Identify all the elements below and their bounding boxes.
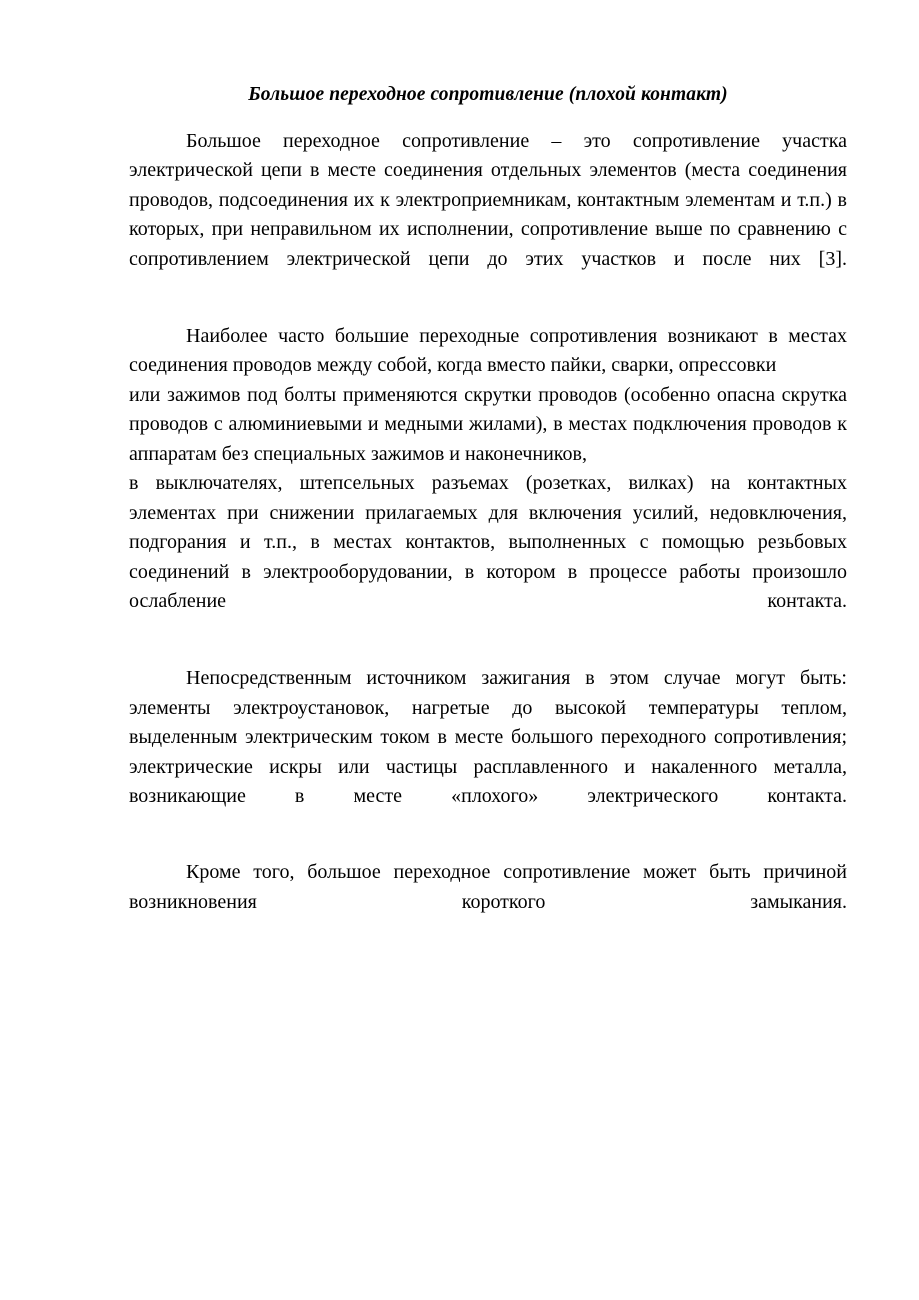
paragraph-short-circuit: Кроме того, большое переходное сопротивление может быть причиной возникновения короткого замыкания. — [129, 861, 847, 913]
paragraph-causes-line-1: Наиболее часто большие переходные сопротивления возникают в местах соединения проводов между собой, когда вместо пайки, сварки, опрессовки — [129, 324, 847, 376]
paragraph-definition: Большое переходное сопротивление – это сопротивление участка электрической цепи в месте соединения отдельных элементов (места соединения проводов, подсоединения их к электроприемникам, контактным элементам и т.п.) в которых, при неправильном их исполнении, сопротивление выше по сравнению с сопротивлением электрической цепи до этих участков и после них [3]. — [129, 129, 847, 270]
paragraph-ignition-sources: Непосредственным источником зажигания в этом случае могут быть: элементы электроустановок, нагретые до высокой температуры теплом, выделенным электрическим током в месте большого переходного сопротивления; электрические искры или частицы расплавленного и накаленного металла, возникающие в месте «плохого» электрического контакта. — [129, 667, 847, 807]
document-body — [129, 80, 847, 947]
paragraph-causes-line-3: в выключателях, штепсельных разъемах (розетках, вилках) на контактных элементах при снижении прилагаемых для включения усилий, недовключения, подгорания и т.п., в местах контактов, выполненных с помощью резьбовых соединений в электрооборудовании, в котором в процессе работы произошло ослабление контакта. — [129, 472, 847, 612]
paragraph-spacer — [129, 841, 847, 858]
spacer-after-title — [129, 110, 847, 127]
paragraph-spacer — [129, 646, 847, 664]
page-title: Большое переходное сопротивление (плохой контакт) — [248, 84, 728, 105]
paragraph-causes-line-2: или зажимов под болты применяются скрутки проводов (особенно опасна скрутка проводов с алюминиевыми и медными жилами), в местах подключения проводов к аппаратам без специальных зажимов и наконечников, — [129, 383, 847, 465]
paragraph-spacer — [129, 304, 847, 322]
